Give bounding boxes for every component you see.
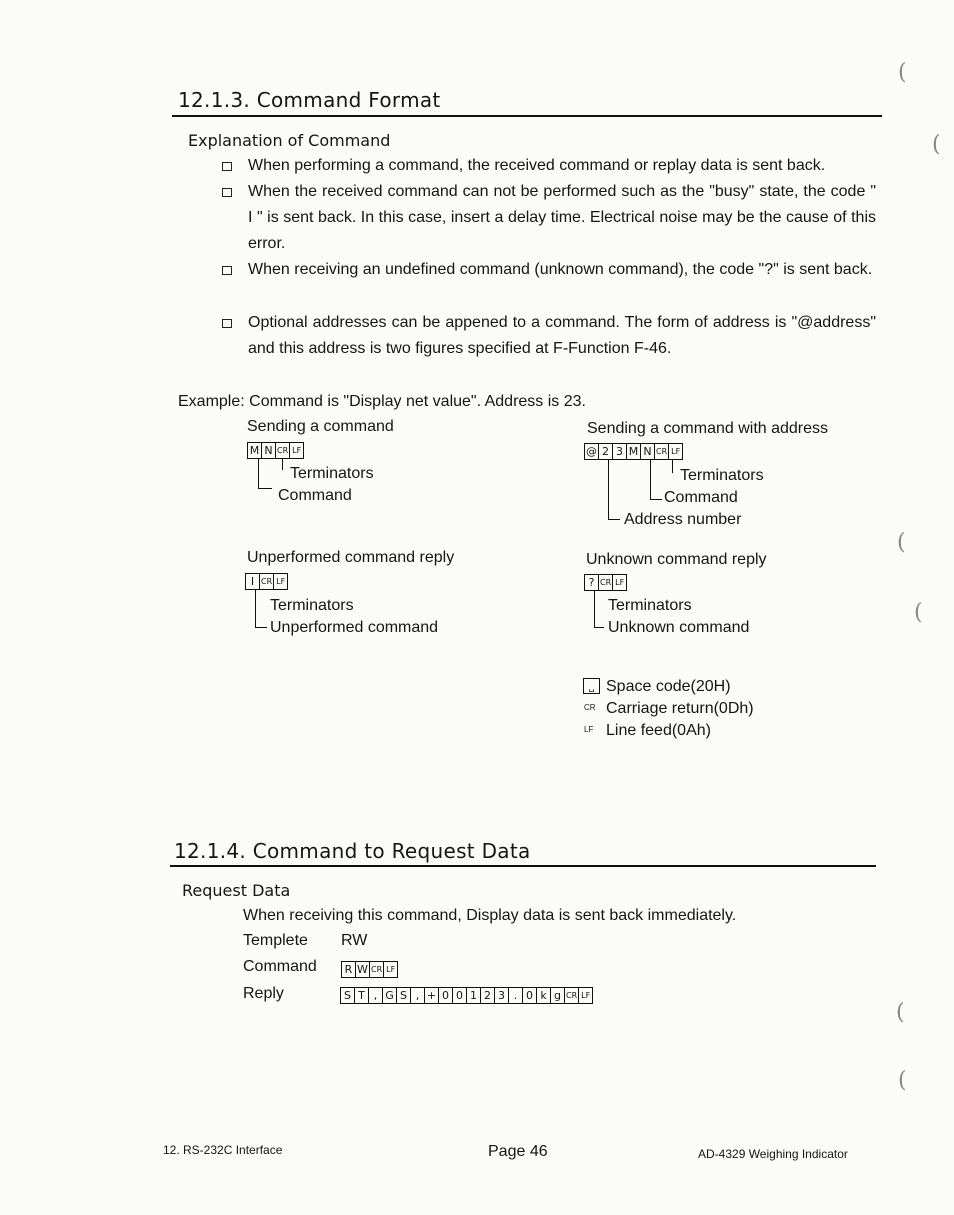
sending-address-label: Sending a command with address (587, 420, 829, 437)
section-title-request-data: 12.1.4. Command to Request Data (174, 839, 531, 863)
box-char: S (341, 988, 355, 1003)
bullet-icon (222, 188, 232, 197)
box-char: 2 (481, 988, 495, 1003)
box-char: N (262, 443, 276, 458)
box-char: 2 (599, 444, 613, 459)
box-char: M (248, 443, 262, 458)
box-char: CR (599, 575, 613, 590)
box-char: LF (581, 991, 591, 1000)
box-char: W (356, 962, 370, 977)
box-char: 3 (613, 444, 627, 459)
annotation-terminators: Terminators (290, 465, 374, 482)
leader-line (255, 627, 267, 628)
footer-right: AD-4329 Weighing Indicator (698, 1147, 848, 1161)
templete-value: RW (341, 932, 368, 949)
footer-left: 12. RS-232C Interface (163, 1143, 283, 1157)
scan-mark-decoration: ( (898, 60, 907, 85)
subtitle-explanation: Explanation of Command (188, 131, 391, 150)
leader-line (672, 459, 673, 473)
subtitle-request-data: Request Data (182, 881, 291, 900)
box-char: 0 (523, 988, 537, 1003)
sending-address-boxes (584, 442, 683, 460)
legend-cr: Carriage return(0Dh) (606, 700, 754, 717)
legend-lf: Line feed(0Ah) (606, 722, 711, 739)
leader-line (608, 459, 609, 519)
leader-line (650, 459, 651, 499)
bullet-text-4: Optional addresses can be appened to a command. The form of address is "@address" and this address is two figures specified at F-Function F-46. (248, 314, 876, 357)
leader-line (594, 627, 604, 628)
command-label: Command (243, 958, 317, 975)
box-char: S (397, 988, 411, 1003)
bullet-icon (222, 319, 232, 328)
box-char: CR (655, 444, 669, 459)
box-char: CR (276, 443, 290, 458)
legend-space: Space code(20H) (606, 678, 731, 695)
leader-line (282, 458, 283, 470)
sending-command-label: Sending a command (247, 418, 394, 435)
box-char: , (369, 988, 383, 1003)
example-line: Example: Command is "Display net value". Address is 23. (178, 393, 586, 410)
scan-mark-decoration: ( (897, 530, 906, 555)
box-char: + (425, 988, 439, 1003)
command-boxes (341, 960, 398, 978)
annotation-command: Command (664, 489, 738, 506)
box-char: LF (276, 577, 286, 586)
cr-symbol-icon: CR (584, 703, 596, 712)
box-char: 1 (467, 988, 481, 1003)
unknown-label: Unknown command reply (586, 551, 767, 568)
leader-line (258, 458, 259, 488)
box-char: CR (370, 962, 384, 977)
bullet-text-1: When performing a command, the received command or replay data is sent back. (248, 157, 826, 174)
annotation-unknown-command: Unknown command (608, 619, 750, 636)
section-rule (170, 865, 876, 867)
request-desc: When receiving this command, Display data is sent back immediately. (243, 907, 737, 924)
box-char: , (411, 988, 425, 1003)
leader-line (258, 488, 272, 489)
box-char: M (627, 444, 641, 459)
unknown-boxes (584, 573, 627, 591)
box-char: LF (615, 578, 625, 587)
box-char: I (246, 574, 260, 589)
leader-line (255, 589, 256, 627)
box-char: R (342, 962, 356, 977)
lf-symbol-icon: LF (584, 725, 594, 734)
leader-line (650, 499, 662, 500)
box-char: G (383, 988, 397, 1003)
sending-command-boxes (247, 441, 304, 459)
annotation-terminators: Terminators (270, 597, 354, 614)
footer-page: Page 46 (488, 1143, 548, 1160)
box-char: LF (671, 447, 681, 456)
box-char: LF (386, 965, 396, 974)
leader-line (594, 590, 595, 627)
scan-mark-decoration: ( (932, 132, 941, 157)
scan-mark-decoration: ( (898, 1068, 907, 1093)
box-char: 0 (439, 988, 453, 1003)
box-char: k (537, 988, 551, 1003)
unperformed-label: Unperformed command reply (247, 549, 455, 566)
box-char: T (355, 988, 369, 1003)
unperformed-boxes (245, 572, 288, 590)
box-char: . (509, 988, 523, 1003)
bullet-text-3: When receiving an undefined command (unknown command), the code "?" is sent back. (248, 261, 873, 278)
box-char: 3 (495, 988, 509, 1003)
section-title-command-format: 12.1.3. Command Format (178, 88, 441, 112)
templete-label: Templete (243, 932, 308, 949)
annotation-unperformed-command: Unperformed command (270, 619, 439, 636)
reply-label: Reply (243, 985, 284, 1002)
bullet-icon (222, 266, 232, 275)
scan-mark-decoration: ( (914, 600, 923, 625)
box-char: CR (565, 988, 579, 1003)
reply-boxes (340, 986, 593, 1004)
annotation-terminators: Terminators (680, 467, 764, 484)
annotation-address-number: Address number (624, 511, 742, 528)
bullet-icon (222, 162, 232, 171)
scan-mark-decoration: ( (896, 1000, 905, 1025)
bullet-text-2: When the received command can not be performed such as the "busy" state, the code " I " is sent back. In this case, insert a delay time. Electrical noise may be the cause of this error. (248, 183, 876, 252)
box-char: ? (585, 575, 599, 590)
box-char: CR (260, 574, 274, 589)
box-char: g (551, 988, 565, 1003)
section-rule (172, 115, 882, 117)
box-char: 0 (453, 988, 467, 1003)
annotation-command: Command (278, 487, 352, 504)
annotation-terminators: Terminators (608, 597, 692, 614)
box-char: N (641, 444, 655, 459)
box-char: @ (586, 445, 597, 458)
space-symbol-icon: ␣ (583, 678, 600, 694)
leader-line (608, 519, 620, 520)
box-char: LF (292, 446, 302, 455)
